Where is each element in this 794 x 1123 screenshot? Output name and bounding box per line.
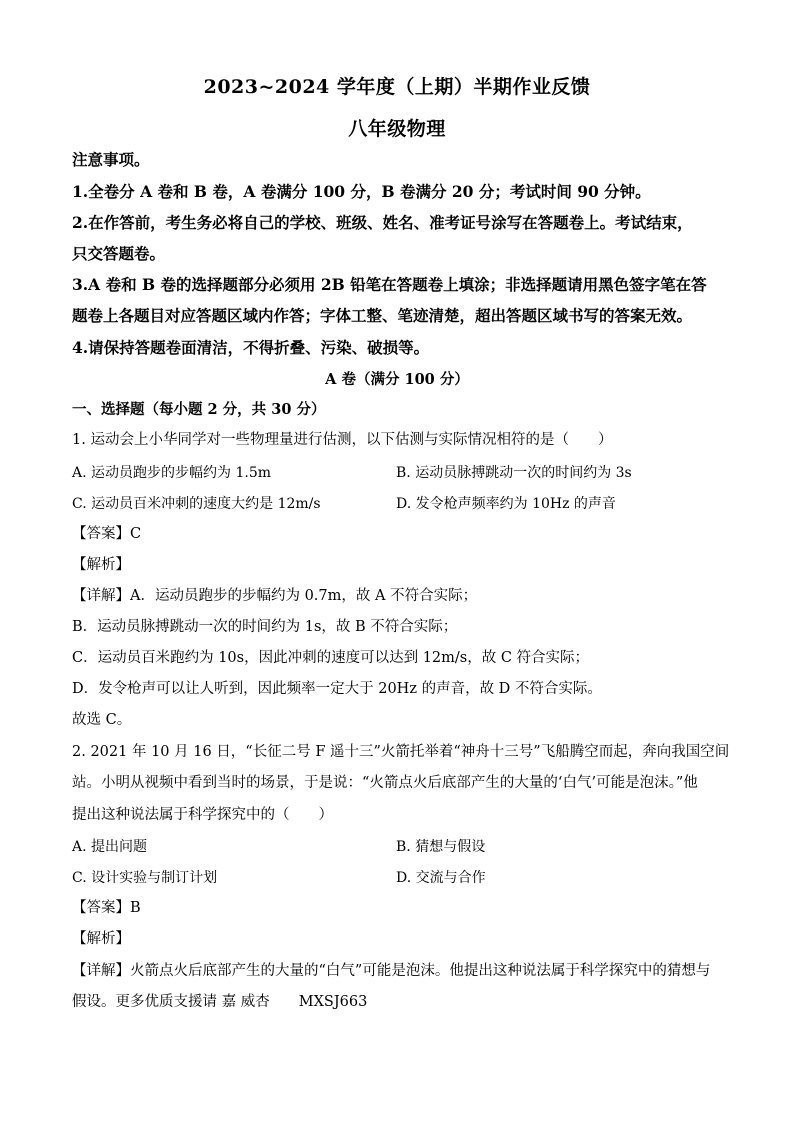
question-1-stem: 1. 运动会上小华同学对一些物理量进行估测，以下估测与实际情况相符的是（ ） (72, 432, 613, 448)
q1-detail-line: 故选 C。 (72, 712, 132, 728)
q2-option-b: B. 猜想与假设 (396, 839, 486, 855)
notes-heading: 注意事项。 (72, 150, 150, 169)
document-title: 2023~2024 学年度（上期）半期作业反馈 (203, 76, 591, 98)
part-heading: 一、选择题（每小题 2 分，共 30 分） (72, 401, 326, 418)
question-2-stem-line: 站。小明从视频中看到当时的场景，于是说：“火箭点火后底部产生的大量的‘白气’可能是泡沫。”他 (72, 775, 698, 791)
notes-item: 3.A 卷和 B 卷的选择题部分必须用 2B 铅笔在答题卷上填涂；非选择题请用黑色签字笔在答 (72, 275, 707, 294)
section-label: A 卷（满分 100 分） (325, 371, 469, 388)
question-2-stem-line: 2. 2021 年 10 月 16 日，“长征二号 F 遥十三”火箭托举着“神舟十三号”飞船腾空而起，奔向我国空间 (72, 744, 730, 760)
question-2-stem-line: 提出这种说法属于科学探究中的（ ） (72, 807, 333, 823)
document-subtitle: 八年级物理 (348, 118, 446, 140)
q1-answer: 【答案】C (72, 526, 142, 542)
q2-option-c: C. 设计实验与制订计划 (72, 870, 218, 886)
q1-option-b: B. 运动员脉搏跳动一次的时间约为 3s (396, 465, 632, 481)
notes-item: 4.请保持答题卷面清洁，不得折叠、污染、破损等。 (72, 338, 430, 357)
notes-item: 1.全卷分 A 卷和 B 卷，A 卷满分 100 分，B 卷满分 20 分；考试时间 90 分钟。 (72, 182, 651, 201)
q1-analysis-label: 【解析】 (72, 557, 130, 573)
q1-detail-line: B．运动员脉搏跳动一次的时间约为 1s，故 B 不符合实际； (72, 619, 458, 635)
q2-option-a: A. 提出问题 (72, 839, 148, 855)
q2-option-d: D. 交流与合作 (396, 870, 486, 886)
q2-analysis-label: 【解析】 (72, 931, 130, 947)
notes-item: 2.在作答前，考生务必将自己的学校、班级、姓名、准考证号涂写在答题卷上。考试结束， (72, 213, 693, 232)
notes-item: 只交答题卷。 (72, 244, 166, 263)
q1-detail-line: C．运动员百米跑约为 10s，因此冲刺的速度可以达到 12m/s，故 C 符合实际； (72, 650, 590, 666)
q1-option-a: A. 运动员跑步的步幅约为 1.5m (72, 465, 272, 481)
q2-detail-line: 【详解】火箭点火后底部产生的大量的“白气”可能是泡沫。他提出这种说法属于科学探究中的猜想与 (72, 963, 711, 979)
notes-item: 题卷上各题目对应答题区域内作答；字体工整、笔迹清楚，超出答题区域书写的答案无效。 (72, 306, 693, 325)
q1-option-c: C. 运动员百米冲刺的速度大约是 12m/s (72, 496, 321, 512)
q1-detail-line: 【详解】A．运动员跑步的步幅约为 0.7m，故 A 不符合实际； (72, 588, 478, 604)
q2-detail-line: 假设。更多优质支援请 嘉 威杏 MXSJ663 (72, 994, 368, 1010)
q2-answer: 【答案】B (72, 900, 141, 916)
q1-option-d: D. 发令枪声频率约为 10Hz 的声音 (396, 496, 616, 512)
q1-detail-line: D．发令枪声可以让人听到，因此频率一定大于 20Hz 的声音，故 D 不符合实际。 (72, 681, 602, 697)
